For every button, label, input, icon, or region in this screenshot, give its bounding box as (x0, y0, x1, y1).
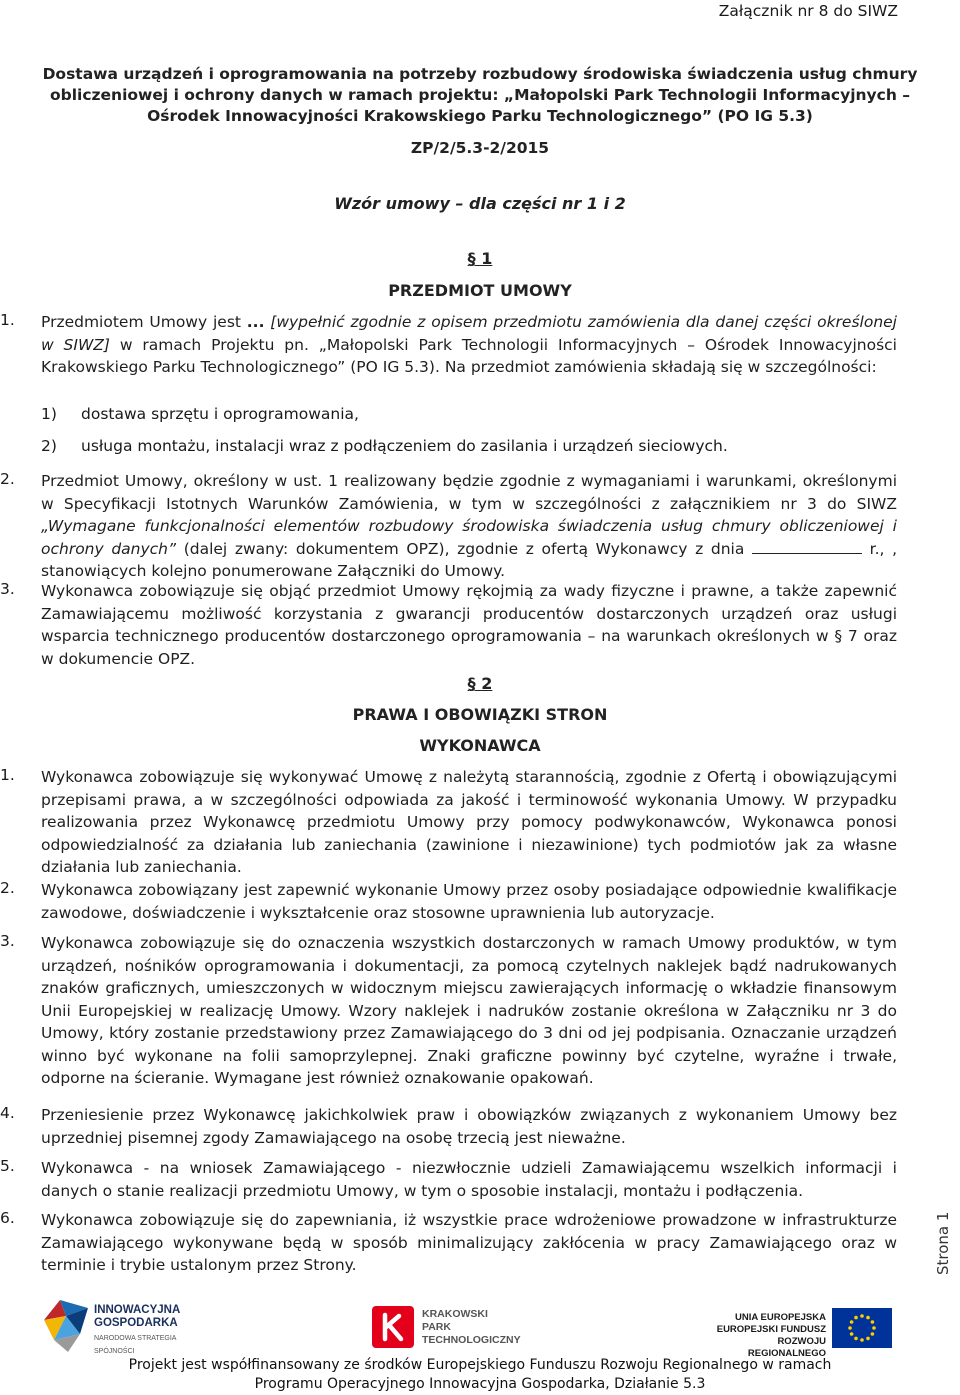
s2-item-1-text: Wykonawca zobowiązuje się wykonywać Umowę z należytą starannością, zgodnie z Ofertą i obowiązującymi przepisami prawa, a w szczególności odpowiada za jakość i terminowość wykonania Umowy. W przypadku realizowania przez Wykonawcę przedmiotu Umowy przy pomocy podwykonawców, Wykonawca ponosi odpowiedzialność za działania lub zaniechania (zawinione i niezawinione) tych podmiotów jak za własne działania lub zaniechania. (41, 768, 897, 876)
s2-item-2-text: Wykonawca zobowiązany jest zapewnić wykonanie Umowy przez osoby posiadające odpowiednie kwalifikacje zawodowe, doświadczenie i wykształcenie oraz stosowne uprawnienia lub autoryzacje. (41, 881, 897, 922)
eu-line3: ROZWOJU REGIONALNEGO (747, 1336, 826, 1359)
innowacyjna-gospodarka-logo (44, 1298, 214, 1354)
s1-sub1-number: 1) (41, 405, 57, 423)
s2-item-4-text: Przeniesienie przez Wykonawcę jakichkolwiek praw i obowiązków związanych z wykonaniem Umowy bez uprzedniej pisemnej zgody Zamawiającego na osobę trzecią jest nieważne. (41, 1106, 897, 1147)
eu-logo (706, 1300, 906, 1359)
s1-paragraph-1 (41, 311, 897, 379)
footer-cofinancing-note (0, 1356, 960, 1394)
s2-item-3-text: Wykonawca zobowiązuje się do oznaczenia wszystkich dostarczonych w ramach Umowy produktów, w tym urządzeń, nośników oprogramowania i dokumentacji, za pomocą czytelnych naklejek bądź nadrukowanych znaków graficznych, umieszczonych w widocznym miejscu zawierających informację o wkładzie finansowym Unii Europejskiej w realizację Umowy. Wzory naklejek i nadruków zostanie określona w Załączniku nr 3 do Umowy, który zostanie przedstawiony przez Zamawiającego do 3 dni od jej podpisania. Oznaczanie urządzeń winno być wykonane na folii samoprzylepnej. Znaki graficzne powinny być czytelne, wyraźne i trwałe, odporne na ścieranie. Wymagane jest również oznakowanie opakowań. (41, 934, 897, 1087)
kpt-line1: KRAKOWSKI (422, 1308, 488, 1320)
s1-sub2-number: 2) (41, 437, 57, 455)
footer-line2: Programu Operacyjnego Innowacyjna Gospodarka, Działanie 5.3 (254, 1376, 706, 1392)
page-number-side: Strona 1 (934, 1211, 952, 1275)
s2-item-1-number: 1. (0, 766, 15, 784)
s1-p1-dots: ... (246, 313, 265, 331)
s2-item-3-number: 3. (0, 932, 15, 950)
section-1-sign: § 1 (467, 249, 493, 268)
ig-line3: NARODOWA STRATEGIA SPÓJNOŚCI (94, 1335, 177, 1355)
document-header (0, 64, 960, 213)
s1-p3-number: 3. (0, 580, 15, 598)
s2-item-6-number: 6. (0, 1209, 15, 1227)
s1-p1-italic: [wypełnić zgodnie z opisem przedmiotu zamówienia dla danej części określonej w SIWZ] (41, 313, 897, 354)
annex-label: Załącznik nr 8 do SIWZ (718, 2, 898, 20)
reference-number: ZP/2/5.3-2/2015 (410, 139, 550, 157)
kpt-logo (372, 1300, 521, 1356)
eu-line1: UNIA EUROPEJSKA (735, 1312, 826, 1323)
eu-flag-icon (832, 1308, 892, 1348)
footer-logos (0, 1298, 960, 1358)
section-2-title: PRAWA I OBOWIĄZKI STRON (352, 705, 608, 724)
template-title: Wzór umowy – dla części nr 1 i 2 (334, 194, 626, 213)
kpt-line2: PARK (422, 1321, 451, 1333)
s1-sub2-text: usługa montażu, instalacji wraz z podłączeniem do zasilania i urządzeń sieciowych. (81, 437, 728, 455)
s1-p2-text-b: (dalej zwany: dokumentem OPZ), zgodnie z ofertą Wykonawcy z dnia (176, 539, 752, 558)
date-blank-field (752, 539, 862, 554)
s2-item-2-number: 2. (0, 879, 15, 897)
s1-paragraph-3: Wykonawca zobowiązuje się objąć przedmiot Umowy rękojmią za wady fizyczne i prawne, a także zapewnić Zamawiającemu możliwość korzystania z gwarancji producentów dostarczonych urządzeń oraz usługi wsparcia technicznego producentów dostarczonego oprogramowania – na warunkach określonych w § 7 oraz w dokumencie OPZ. (41, 582, 897, 668)
s1-p2-italic: „Wymagane funkcjonalności elementów rozbudowy środowiska świadczenia usług chmury obliczeniowej i ochrony danych” (41, 517, 897, 558)
section-2-subtitle: WYKONAWCA (419, 736, 541, 755)
kpt-emblem-icon (372, 1306, 414, 1348)
s1-p1-text-a: Przedmiotem Umowy jest (41, 313, 247, 331)
s1-p2-text-c: r., , stanowiących kolejno ponumerowane Załączniki do Umowy. (41, 539, 898, 580)
footer-line1: Projekt jest współfinansowany ze środków Europejskiego Funduszu Rozwoju Regionalnego w ramach (128, 1357, 832, 1373)
s2-item-6-text: Wykonawca zobowiązuje się do zapewniania, iż wszystkie prace wdrożeniowe prowadzone w infrastrukturze Zamawiającego wykonywane będą w sposób minimalizujący zakłócenia w pracy Zamawiającego oraz w terminie i trybie ustalonym przez Strony. (41, 1211, 897, 1274)
s2-item-5-number: 5. (0, 1157, 15, 1175)
s1-p2-number: 2. (0, 470, 15, 488)
procurement-title: Dostawa urządzeń i oprogramowania na potrzeby rozbudowy środowiska świadczenia usług chmury obliczeniowej i ochrony danych w ramach projektu: „Małopolski Park Technologii Informacyjnych – Ośrodek Innowacyjności Krakowskiego Parku Technologicznego” (PO IG 5.3) (42, 65, 918, 125)
ig-line2: GOSPODARKA (94, 1317, 178, 1329)
section-2-sign: § 2 (467, 674, 493, 693)
s1-p1-text-b: w ramach Projektu pn. „Małopolski Park Technologii Informacyjnych – Ośrodek Innowacyjności Krakowskiego Parku Technologicznego” (PO IG 5.3). Na przedmiot zamówienia składają się w szczególności: (41, 335, 897, 376)
eu-line2: EUROPEJSKI FUNDUSZ (716, 1324, 826, 1335)
s1-p1-number: 1. (0, 311, 15, 329)
s1-p2-text-a: Przedmiot Umowy, określony w ust. 1 realizowany będzie zgodnie z wymaganiami i warunkami, określonymi w Specyfikacji Istotnych Warunków Zamówienia, w tym w szczególności z załącznikiem nr 3 do SIWZ (41, 472, 897, 513)
s1-sub1-text: dostawa sprzętu i oprogramowania, (81, 405, 359, 423)
s2-item-4-number: 4. (0, 1104, 15, 1122)
s2-item-5-text: Wykonawca - na wniosek Zamawiającego - niezwłocznie udzieli Zamawiającemu wszelkich informacji i danych o stanie realizacji przedmiotu Umowy, w tym o sposobie instalacji, montażu i podłączenia. (41, 1159, 897, 1200)
ig-line1: INNOWACYJNA (94, 1304, 181, 1316)
s1-paragraph-2 (41, 470, 897, 583)
ig-emblem-icon (44, 1300, 88, 1352)
section-1-title: PRZEDMIOT UMOWY (388, 281, 572, 300)
kpt-line3: TECHNOLOGICZNY (422, 1334, 521, 1346)
